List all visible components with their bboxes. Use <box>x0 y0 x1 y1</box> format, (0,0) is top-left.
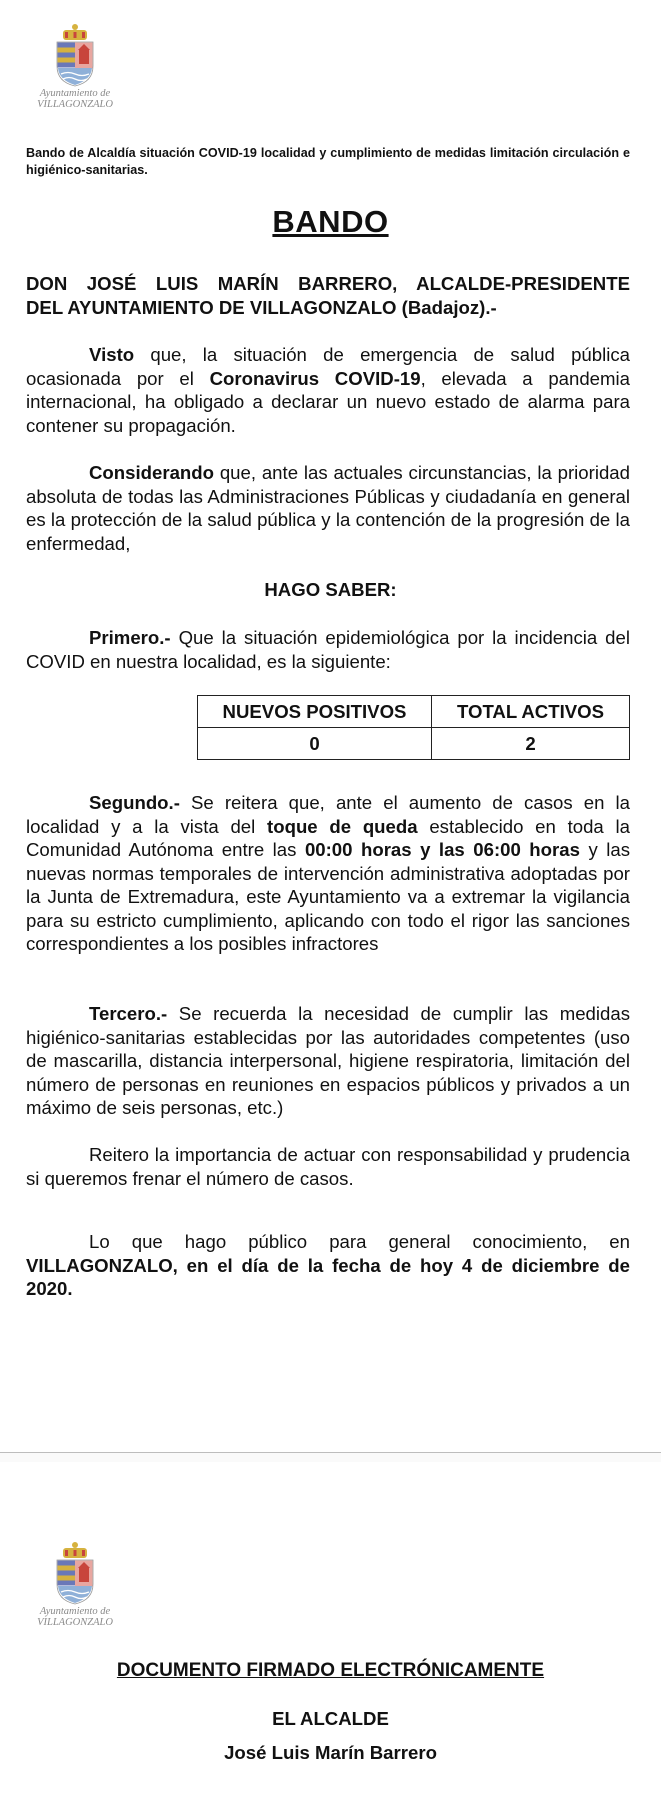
signed-electronically-label: DOCUMENTO FIRMADO ELECTRÓNICAMENTE <box>116 1660 545 1681</box>
segundo-text-1: Se reitera que, ante el aumento de casos en la localidad y a la vista del <box>26 792 630 837</box>
coat-of-arms-icon <box>51 22 99 88</box>
primero-text: Que la situación epidemiológica por la incidencia del COVID en nuestra localidad, es la siguiente: <box>26 627 630 672</box>
mayor-heading-line2: DEL AYUNTAMIENTO DE VILLAGONZALO (Badajoz).- <box>26 296 497 318</box>
primero-lead: Primero.- <box>89 627 171 648</box>
logo-caption-line1: Ayuntamiento de <box>39 1606 111 1617</box>
signer-name: José Luis Marín Barrero <box>224 1742 437 1763</box>
visto-bold-1: Coronavirus COVID-19 <box>209 367 421 389</box>
table-row <box>198 728 630 760</box>
mayor-heading-line1: DON JOSÉ LUIS MARÍN BARRERO, ALCALDE-PRESIDENTE <box>26 273 630 294</box>
municipal-logo <box>20 22 130 110</box>
value-total-activos: 2 <box>432 728 630 760</box>
tercero-paragraph <box>26 1002 630 1120</box>
primero-paragraph <box>26 626 630 673</box>
municipal-logo-2 <box>20 1540 130 1628</box>
tercero-text: Se recuerda la necesidad de cumplir las medidas higiénico-sanitarias establecidas por las autoridades competentes (uso de mascarilla, distancia interpersonal, higiene respiratoria, limitación del número de personas en reuniones en espacios públicos y privados a un máximo de seis personas, etc.) <box>26 1003 630 1118</box>
visto-text-1: que, la situación de emergencia de salud pública ocasionada por el <box>26 344 630 389</box>
tercero-lead: Tercero.- <box>89 1003 168 1024</box>
header-note: Bando de Alcaldía situación COVID-19 localidad y cumplimiento de medidas limitación circulación e higiénico-sanitarias. <box>26 146 630 177</box>
logo-caption-line2: VILLAGONZALO <box>37 99 113 110</box>
closing-bold: VILLAGONZALO, en el día de la fecha de hoy 4 de diciembre de 2020. <box>26 1254 630 1299</box>
segundo-bold-1: toque de queda <box>267 815 418 837</box>
header-nuevos-positivos: NUEVOS POSITIVOS <box>198 696 432 728</box>
segundo-text-3: y las nuevas normas temporales de intervención administrativa adoptadas por la Junta de Extremadura, este Ayuntamiento va a extremar la vigilancia para su estricto cumplimiento, aplicando con todo el rigor las sanciones correspondientes a los posibles infractores <box>26 839 630 954</box>
table-header-row <box>198 696 630 728</box>
considerando-paragraph <box>26 461 630 555</box>
coat-of-arms-icon <box>51 1540 99 1606</box>
document-title: BANDO <box>272 204 389 239</box>
signer-title: EL ALCALDE <box>272 1708 389 1729</box>
header-total-activos: TOTAL ACTIVOS <box>432 696 630 728</box>
segundo-lead: Segundo.- <box>89 792 180 813</box>
cases-table <box>197 695 630 760</box>
visto-paragraph <box>26 343 630 437</box>
considerando-text: que, ante las actuales circunstancias, la prioridad absoluta de todas las Administraciones Públicas y ciudadanía en general es la protección de la salud pública y la contención de la progresión de la enfermedad, <box>26 462 630 554</box>
segundo-paragraph <box>26 791 630 956</box>
logo-caption-line2: VILLAGONZALO <box>37 1617 113 1628</box>
segundo-text-2: establecido en toda la Comunidad Autónoma entre las <box>26 815 630 860</box>
segundo-bold-2: 00:00 horas y las 06:00 horas <box>304 839 580 860</box>
visto-text-2: , elevada a pandemia internacional, ha obligado a declarar un nuevo estado de alarma para contener su propagación. <box>26 367 630 436</box>
reitero-paragraph: Reitero la importancia de actuar con responsabilidad y prudencia si queremos frenar el número de casos. <box>26 1144 630 1189</box>
closing-text: Lo que hago público para general conocimiento, en <box>89 1231 630 1252</box>
visto-lead: Visto <box>89 344 135 365</box>
considerando-lead: Considerando <box>89 462 214 483</box>
mayor-heading <box>26 272 630 319</box>
closing-paragraph <box>26 1230 630 1301</box>
hago-saber-heading: HAGO SABER: <box>264 579 397 600</box>
logo-caption-line1: Ayuntamiento de <box>39 88 111 99</box>
value-nuevos-positivos: 0 <box>198 728 432 760</box>
